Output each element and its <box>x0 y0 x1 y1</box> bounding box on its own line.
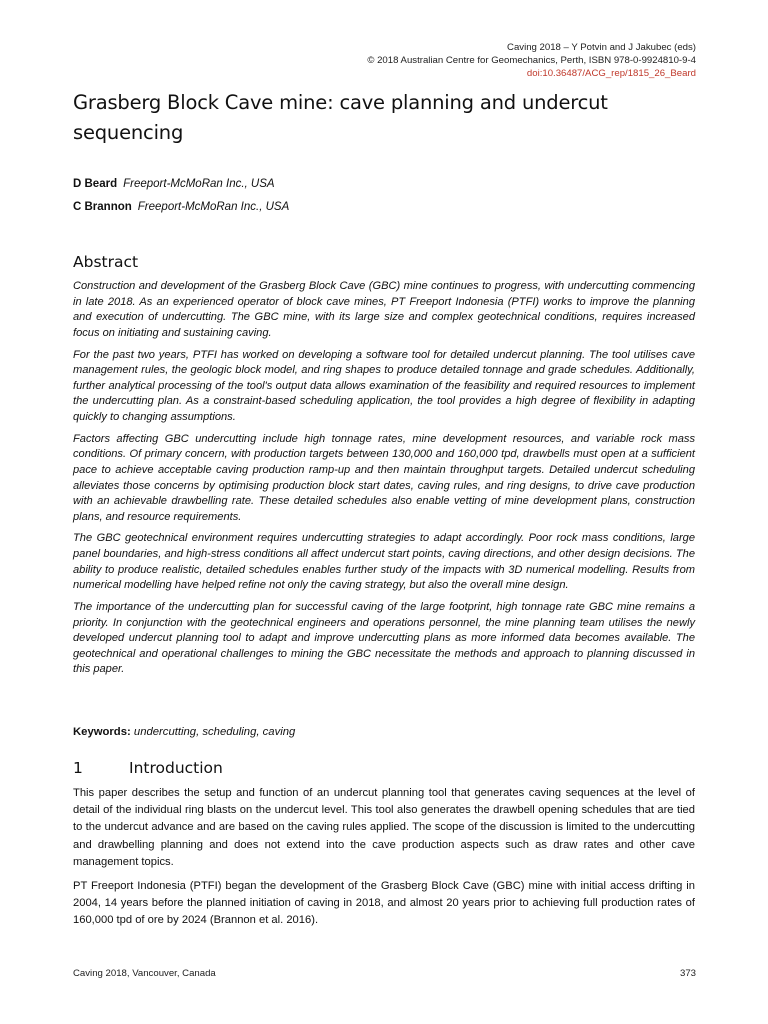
abstract-paragraph: Construction and development of the Grasberg Block Cave (GBC) mine continues to progress, with undercutting commencing in late 2018. As an experienced operator of block cave mines, PT Freeport Indonesia (PTFI) works to improve the planning and execution of undercutting. The GBC mine, with its large size and complex geotechnical conditions, requires increased focus on initiating and sustaining caving. <box>73 280 695 339</box>
author-name: C Brannon <box>73 201 132 213</box>
introduction-heading <box>73 759 223 777</box>
abstract-paragraph: The GBC geotechnical environment requires undercutting strategies to adapt accordingly. Poor rock mass conditions, large panel boundaries, and high-stress conditions all affect undercut start points, caving directions, and other design decisions. The ability to produce realistic, detailed schedules enables further study of the impacts with 3D numerical modelling. Results from numerical modelling have helped refine not only the caving strategy, but also the overall mine design. <box>73 532 695 592</box>
author-name: D Beard <box>73 178 118 190</box>
page-footer <box>73 968 696 979</box>
introduction-body <box>73 785 695 937</box>
paper-title: Grasberg Block Cave mine: cave planning and undercut sequencing <box>73 91 608 144</box>
section-number: 1 <box>73 759 83 777</box>
abstract-paragraph: The importance of the undercutting plan for successful caving of the large footprint, high tonnage rate GBC mine remains a priority. In conjunction with the geotechnical engineers and operations personnel, the mine planning team utilises the newly developed undercut planning tool to adapt and improve undercutting plans as more informed data becomes available. The geotechnical and operational challenges to mining the GBC necessitate the methods and approach to planning discussed in this paper. <box>73 601 695 676</box>
proceedings-line: Caving 2018 – Y Potvin and J Jakubec (eds) <box>507 42 696 53</box>
intro-paragraph: PT Freeport Indonesia (PTFI) began the development of the Grasberg Block Cave (GBC) mine with initial access drifting in 2004, 14 years before the planned initiation of caving in 2018, and almost 20 years prior to achieving full production rates of 160,000 tpd of ore by 2024 (Brannon et al. 2016). <box>73 880 695 927</box>
author-1 <box>73 173 289 196</box>
author-affiliation: Freeport-McMoRan Inc., USA <box>123 178 275 190</box>
author-affiliation: Freeport-McMoRan Inc., USA <box>137 201 290 213</box>
author-2 <box>73 196 289 219</box>
abstract-heading: Abstract <box>73 253 139 271</box>
abstract-body <box>73 279 695 684</box>
keywords-label: Keywords: <box>73 726 131 738</box>
intro-paragraph: This paper describes the setup and function of an undercut planning tool that generates caving sequences at the level of detail of the individual ring blasts on the undercut level. This tool also generates the drawbell opening schedules that are tied to the undercut advance and are based on the caving rules applied. The scope of the discussion is limited to the undercutting and drawbelling planning and does not extend into the cave production aspects such as draw rates and other cave management topics. <box>73 787 695 868</box>
section-title: Introduction <box>129 759 223 777</box>
abstract-paragraph: Factors affecting GBC undercutting include high tonnage rates, mine development resources, and variable rock mass conditions. Of primary concern, with production targets between 130,000 and 160,000 tpd, drawbells must open at a sufficient pace to achieve acceptable caving production ramp-up and then maintain throughput targets. Detailed undercut scheduling alleviates those concerns by optimising production block start dates, caving rules, and ring designs, to drive cave production with an achievable drawbelling rate. These detailed schedules also enable vetting of mine development plans, construction plans, and resource requirements. <box>73 432 695 523</box>
keywords-value: undercutting, scheduling, caving <box>133 726 296 738</box>
running-header <box>367 41 696 80</box>
footer-conference: Caving 2018, Vancouver, Canada <box>73 968 216 979</box>
doi-link[interactable]: doi:10.36487/ACG_rep/1815_26_Beard <box>526 68 696 79</box>
copyright-line: © 2018 Australian Centre for Geomechanics, Perth, ISBN 978-0-9924810-9-4 <box>367 55 696 66</box>
page-number: 373 <box>679 968 696 979</box>
author-list <box>73 173 289 219</box>
abstract-paragraph: For the past two years, PTFI has worked on developing a software tool for detailed undercut planning. The tool utilises cave management rules, the geologic block model, and ring shapes to produce detailed tonnage and grade schedules. Additionally, further analytical processing of the tool's output data allows examination of the feasibility and required resources to implement the undercutting plan. As a constraint-based scheduling application, the tool provides a high degree of flexibility in adapting quickly to changing assumptions. <box>73 348 695 423</box>
keywords <box>73 726 295 738</box>
